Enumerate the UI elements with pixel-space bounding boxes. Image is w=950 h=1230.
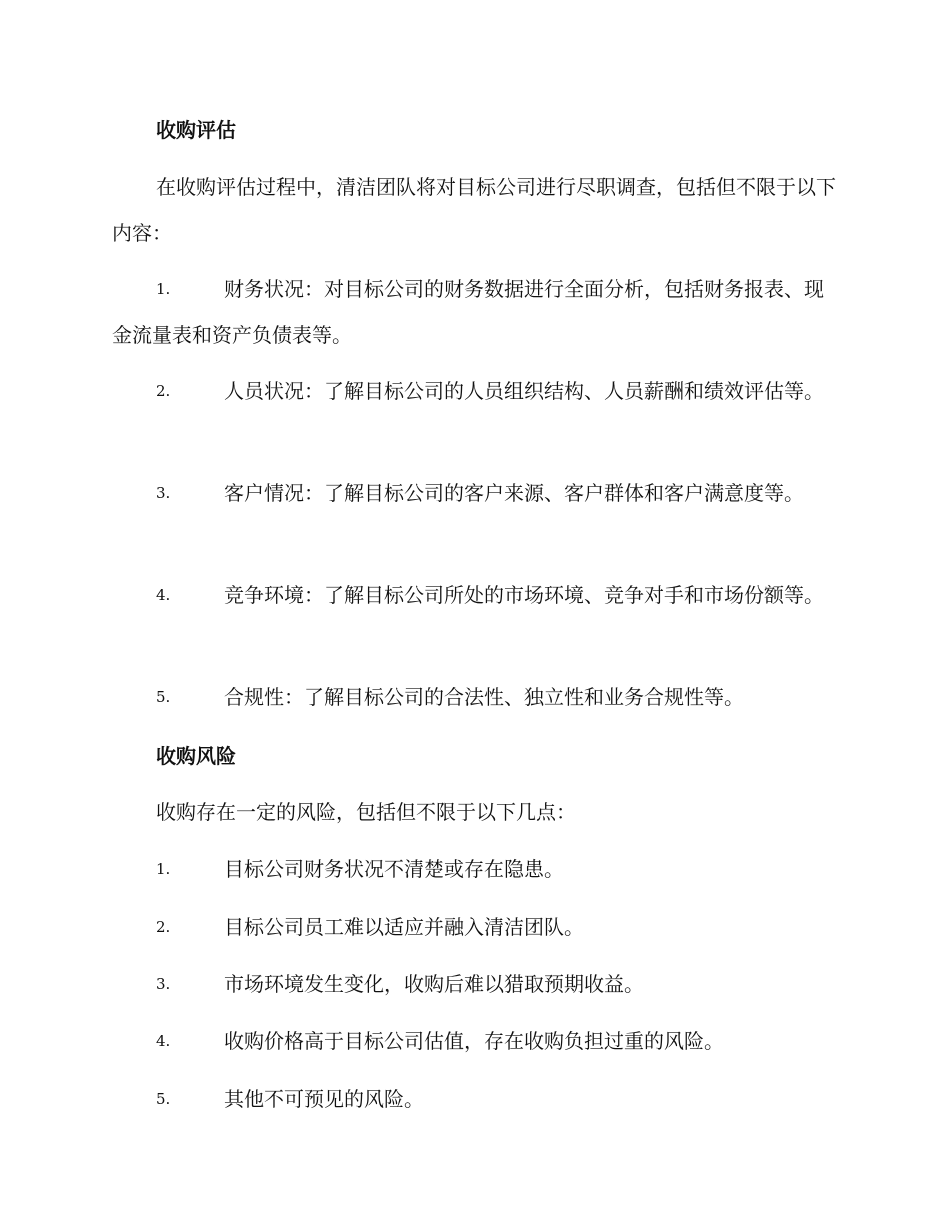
list-item-text: 人员状况：了解目标公司的人员组织结构、人员薪酬和绩效评估等。 bbox=[224, 379, 824, 403]
section-intro-paragraph: 收购存在一定的风险，包括但不限于以下几点： bbox=[156, 800, 576, 824]
list-item bbox=[112, 1018, 842, 1064]
list-item bbox=[112, 470, 842, 516]
list-item-number: 1. bbox=[156, 280, 171, 298]
section-intro-paragraph: 在收购评估过程中，清洁团队将对目标公司进行尽职调查，包括但不限于以下内容： bbox=[112, 175, 836, 245]
list-item-number: 1. bbox=[156, 860, 171, 878]
list-item-number: 2. bbox=[156, 382, 171, 400]
list-item-text: 客户情况：了解目标公司的客户来源、客户群体和客户满意度等。 bbox=[224, 481, 804, 505]
list-item-text: 市场环境发生变化，收购后难以猎取预期收益。 bbox=[224, 972, 644, 996]
list-item-text: 目标公司员工难以适应并融入清洁团队。 bbox=[224, 915, 584, 939]
list-item bbox=[112, 368, 842, 414]
list-item-text: 财务状况：对目标公司的财务数据进行全面分析，包括财务报表、现金流量表和资产负债表等。 bbox=[112, 277, 824, 347]
list-item-text: 竞争环境：了解目标公司所处的市场环境、竞争对手和市场份额等。 bbox=[224, 583, 824, 607]
list-item bbox=[112, 674, 842, 720]
list-item bbox=[112, 846, 842, 892]
list-item bbox=[112, 266, 842, 358]
list-item-number: 5. bbox=[156, 688, 171, 706]
section-heading-acquisition-risk: 收购风险 bbox=[156, 744, 236, 768]
list-item-number: 5. bbox=[156, 1090, 171, 1108]
list-item-number: 3. bbox=[156, 975, 171, 993]
section-heading-acquisition-evaluation: 收购评估 bbox=[156, 118, 236, 142]
list-item-text: 目标公司财务状况不清楚或存在隐患。 bbox=[224, 857, 564, 881]
list-item-number: 2. bbox=[156, 918, 171, 936]
list-item-text: 收购价格高于目标公司估值，存在收购负担过重的风险。 bbox=[224, 1029, 724, 1053]
list-item bbox=[112, 1076, 842, 1122]
list-item-number: 3. bbox=[156, 484, 171, 502]
list-item bbox=[112, 572, 842, 618]
list-item-number: 4. bbox=[156, 586, 171, 604]
list-item-text: 合规性：了解目标公司的合法性、独立性和业务合规性等。 bbox=[224, 685, 744, 709]
list-item bbox=[112, 904, 842, 950]
list-item-number: 4. bbox=[156, 1032, 171, 1050]
list-item-text: 其他不可预见的风险。 bbox=[224, 1087, 424, 1111]
list-item bbox=[112, 961, 842, 1007]
